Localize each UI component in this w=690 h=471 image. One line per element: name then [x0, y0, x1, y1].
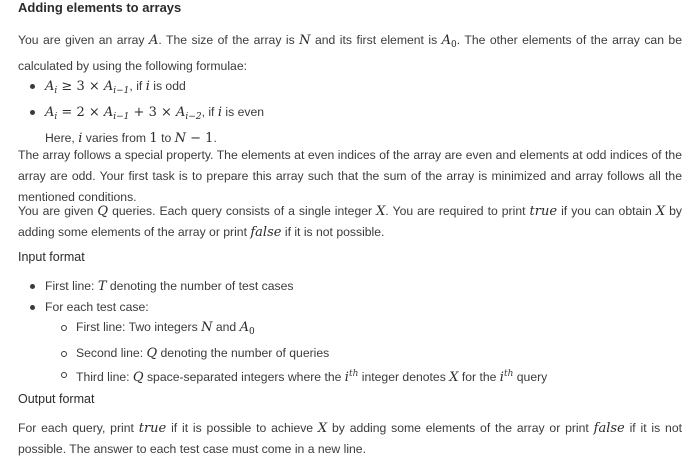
bullet-icon	[30, 305, 35, 310]
property-paragraph: The array follows a special property. The elements at even indices of the array are even and elements at odd indices of the array are odd. Your first task is to prepare this array such that the sum of the array is minimized and array follows all the mentioned conditions.	[18, 148, 682, 204]
input-item-each-test: For each test case:	[30, 297, 294, 318]
formula-list	[30, 76, 264, 149]
input-item-first-line: First line: T denoting the number of test cases	[30, 276, 294, 297]
input-format-list	[30, 276, 294, 318]
bullet-icon	[30, 84, 35, 89]
formula-even: $A_i = 2 \times A_{i-1} + 3 \times A_{i-2}$, if i is even	[30, 102, 264, 128]
bullet-icon	[30, 110, 35, 115]
range-note: Here, i varies from 1 to N − 1.	[45, 131, 217, 146]
output-paragraph: For each query, print true if it is possible to achieve X by adding some elements of the array or print false if it is not possible. The answer to each test case must come in a new line.	[18, 421, 682, 456]
output-format-heading: Output format	[18, 392, 95, 406]
sub-bullet-icon	[61, 372, 67, 378]
input-sub-item-1: First line: Two integers N and $A_0$	[61, 317, 547, 343]
bullet-icon	[30, 284, 35, 289]
input-sub-list	[61, 317, 547, 388]
queries-paragraph: You are given Q queries. Each query consists of a single integer X. You are required to print true if you can obtain X by adding some elements of the array or print false if it is not possible.	[18, 204, 682, 240]
sub-bullet-icon	[61, 351, 67, 357]
input-format-heading: Input format	[18, 250, 85, 264]
problem-title: Adding elements to arrays	[18, 0, 182, 15]
intro-paragraph: You are given an array A. The size of the array is N and its first element is $A_0$. The other elements of the array can be calculated by using the following formulae:	[18, 33, 682, 73]
input-sub-item-2: Second line: Q denoting the number of queries	[61, 343, 547, 364]
formula-odd: $A_i \ge 3 \times A_{i-1}$, if i is odd	[30, 76, 264, 102]
input-sub-item-3: Third line: Q space-separated integers where the $i^{th}$ integer denotes X for the $i^{th}$ query	[61, 364, 547, 388]
sub-bullet-icon	[61, 325, 67, 331]
